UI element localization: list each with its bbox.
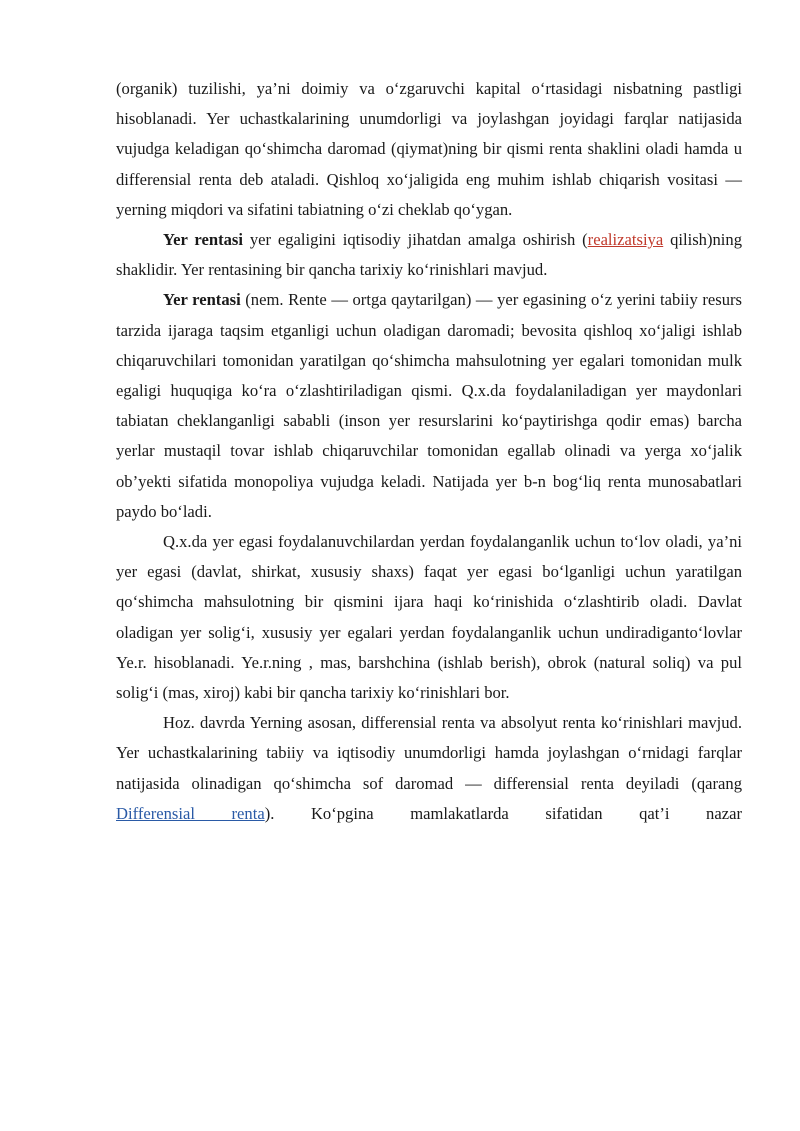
link-differensial-renta[interactable]: Differensial renta: [116, 803, 265, 823]
term-yer-rentasi: Yer rentasi: [163, 290, 241, 310]
paragraph-text: ). Ko‘pgina mamlakatlarda sifatidan qat’i nazar: [264, 803, 742, 823]
document-page: [116, 74, 742, 829]
paragraph-text: yer egaligini iqtisodiy jihatdan amalga oshirish (: [242, 230, 588, 250]
paragraph-land-rent-definition: [116, 225, 742, 285]
paragraph-land-rent-etymology: [116, 285, 742, 527]
paragraph-modern-rent-forms: [116, 708, 742, 829]
paragraph-organic-structure: [116, 74, 742, 225]
link-realizatsiya[interactable]: realizatsiya: [587, 230, 664, 250]
paragraph-text: Hoz. davrda Yerning asosan, differensial renta va absolyut renta ko‘rinishlari mavjud. Yer uchastkalarining tabiiy va iqtisodiy unumdorligi hamda joylashgan o‘rnidagi farqlar natijasida olinadigan qo‘shimcha sof daromad — differensial renta deyiladi (qarang: [116, 713, 742, 793]
paragraph-text: (nem. Rente — ortga qaytarilgan) — yer egasining o‘z yerini tabiiy resurs tarzida ijaraga taqsim etganligi uchun oladigan daromadi; bevosita qishloq xo‘jaligi ishlab chiqaruvchilari tomonidan yaratilgan qo‘shimcha mahsulotning yer egalari tomonidan mulk egaligi huquqiga ko‘ra o‘zlashtiriladigan qismi. Q.x.da foydalaniladigan yer maydonlari tabiatan cheklanganligi sababli (inson yer resurslarini ko‘paytirishga qodir emas) barcha yerlar mustaqil tovar ishlab chiqaruvchilar tomonidan egallab olinadi va yerga xo‘jalik ob’yekti sifatida monopoliya vujudga keladi. Natijada yer b-n bog‘liq renta munosabatlari paydo bo‘ladi.: [116, 290, 742, 521]
term-yer-rentasi: Yer rentasi: [163, 230, 243, 250]
paragraph-text: (organik) tuzilishi, ya’ni doimiy va o‘zgaruvchi kapital o‘rtasidagi nisbatning pastligi hisoblanadi. Yer uchastkalarining unumdorligi va joylashgan joyidagi farqlar natijasida vujudga keladigan qo‘shimcha daromad (qiymat)ning bir qismi renta shaklini oladi hamda u differensial renta deb ataladi. Qishloq xo‘jaligida eng muhim ishlab chiqarish vositasi — yerning miqdori va sifatini tabiatning o‘zi cheklab qo‘ygan.: [116, 79, 742, 219]
paragraph-land-owner-payment: [116, 527, 742, 708]
paragraph-text: Q.x.da yer egasi foydalanuvchilardan yerdan foydalanganlik uchun to‘lov oladi, ya’ni yer egasi (davlat, shirkat, xususiy shaxs) faqat yer egasi bo‘lganligi uchun yaratilgan qo‘shimcha mahsulotning bir qismini ijara haqi ko‘rinishida o‘zlashtirib oladi. Davlat oladigan yer solig‘i, xususiy yer egalari yerdan foydalanganlik uchun undiradiganto‘lovlar Ye.r. hisoblanadi. Ye.r.ning , mas, barshchina (ishlab berish), obrok (natural soliq) va pul solig‘i (mas, xiroj) kabi bir qancha tarixiy ko‘rinishlari bor.: [116, 532, 742, 703]
paragraph-text: qilish)ning shaklidir. Yer rentasining bir qancha tarixiy ko‘rinishlari mavjud.: [116, 230, 742, 280]
